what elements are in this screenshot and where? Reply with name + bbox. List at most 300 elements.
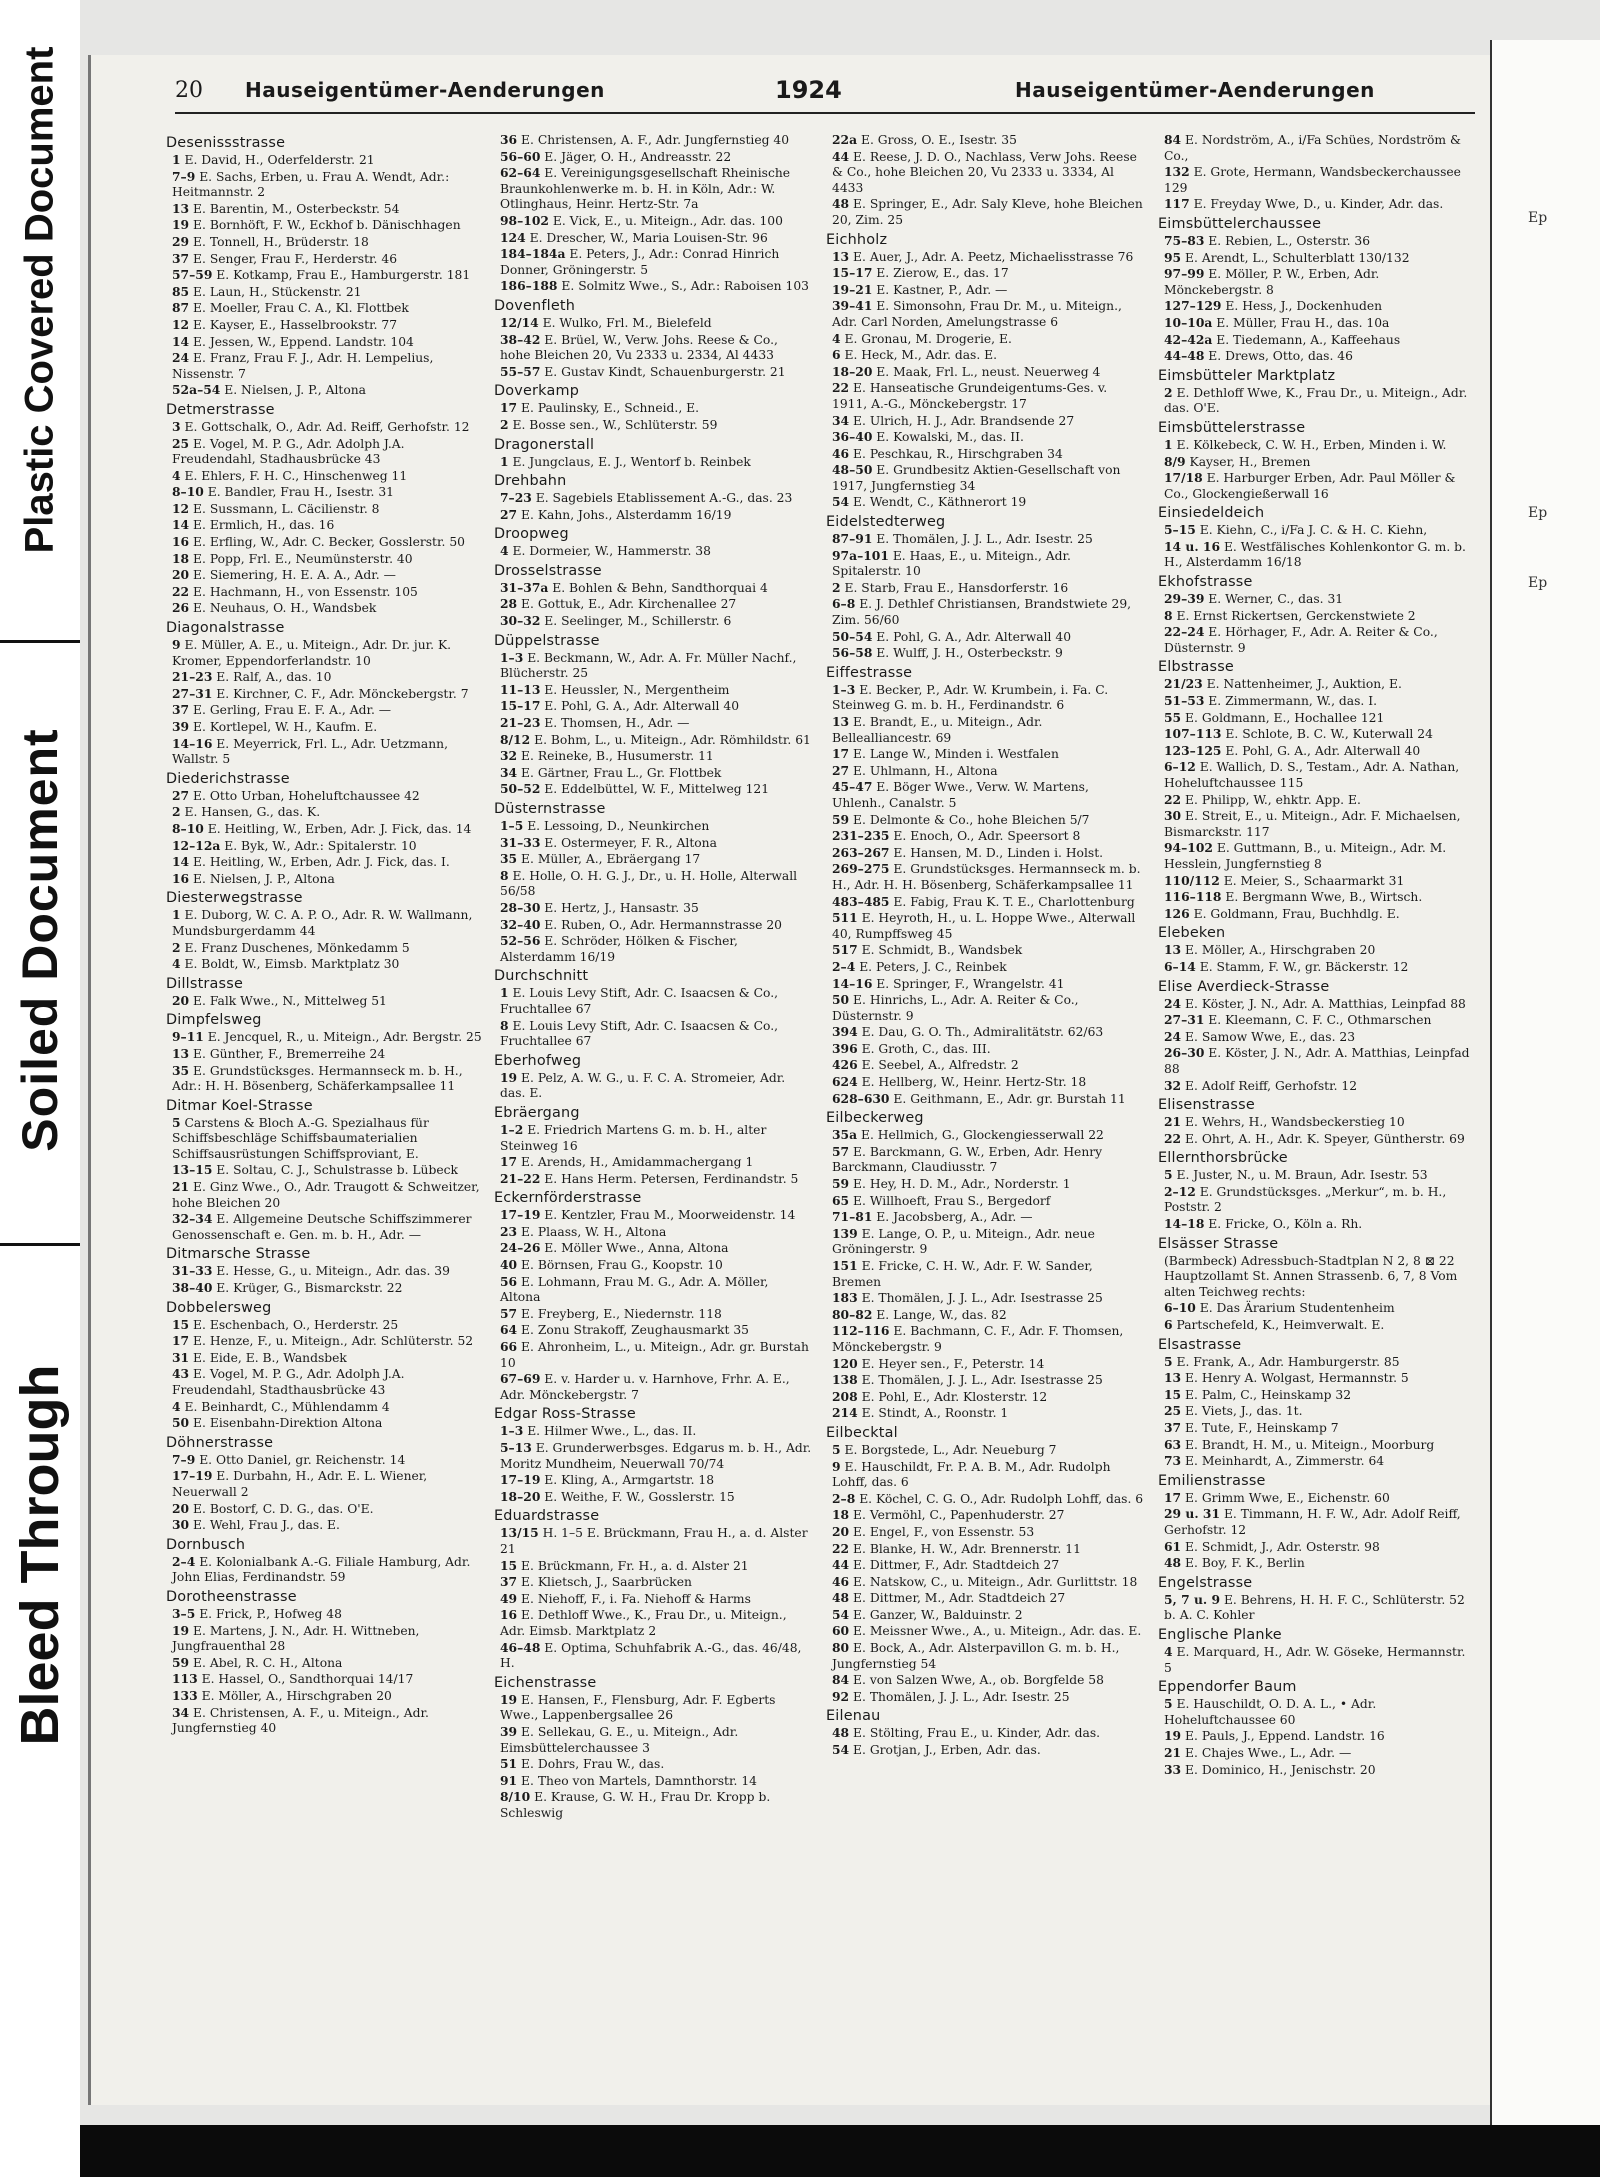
owner-text: E. Grotjan, J., Erben, Adr. das.: [853, 1743, 1041, 1758]
directory-entry: [1158, 1078, 1476, 1095]
owner-text: E. Günther, F., Bremerreihe 24: [193, 1046, 386, 1061]
directory-entry: [826, 1356, 1144, 1373]
house-number: 34: [500, 764, 518, 780]
house-number: 269–275: [832, 861, 890, 877]
street-heading: Eiffestrasse: [826, 664, 913, 681]
directory-entry: [1158, 726, 1476, 743]
owner-text: E. Gottschalk, O., Adr. Ad. Reiff, Gerhofstr. 12: [184, 419, 470, 434]
owner-text: E. Heyroth, H., u. L. Hoppe Wwe., Alterwall 40, Rumpffsweg 45: [832, 911, 1136, 941]
owner-text: E. Brückmann, Fr. H., a. d. Alster 21: [521, 1558, 749, 1573]
owner-text: E. Gerling, Frau E. F. A., Adr. —: [193, 703, 392, 718]
directory-entry: [1158, 906, 1476, 923]
owner-text: E. Otto Daniel, gr. Reichenstr. 14: [199, 1452, 406, 1467]
running-title-left: Hauseigentümer-Aenderungen: [245, 78, 605, 102]
directory-entry: [826, 845, 1144, 862]
owner-text: E. Freyday Wwe, D., u. Kinder, Adr. das.: [1193, 197, 1444, 212]
owner-text: E. Börnsen, Frau G., Koopstr. 10: [521, 1258, 723, 1273]
owner-text: E. Pohl, G. A., Adr. Alterwall 40: [876, 629, 1072, 644]
directory-entry: [826, 1672, 1144, 1689]
owner-text: E. Hans Herm. Petersen, Ferdinandstr. 5: [544, 1171, 799, 1186]
owner-text: E. Marquard, H., Adr. W. Göseke, Hermannstr. 5: [1164, 1644, 1466, 1675]
house-number: 30: [1164, 808, 1182, 824]
house-number: 31: [172, 1349, 190, 1365]
directory-entry: [826, 1193, 1144, 1210]
owner-text: E. Jencquel, R., u. Miteign., Adr. Bergstr. 25: [207, 1030, 482, 1045]
house-number: 14–18: [1164, 1216, 1205, 1232]
directory-entry: [166, 854, 484, 871]
directory-entry: [166, 1415, 484, 1432]
house-number: 34: [832, 412, 850, 428]
owner-text: E. Wehrs, H., Wandsbeckerstieg 10: [1185, 1115, 1405, 1130]
house-number: 123–125: [1164, 742, 1222, 758]
directory-entry: [166, 567, 484, 584]
directory-entry: [826, 364, 1144, 381]
house-number: 2: [172, 804, 181, 820]
adjacent-page-edge: [1490, 40, 1600, 2130]
owner-text: E. Reineke, B., Husumerstr. 11: [521, 749, 714, 764]
house-number: 4: [172, 1398, 181, 1414]
house-number: 14: [172, 517, 190, 533]
house-number: 37: [172, 702, 190, 718]
house-number: 2–4: [832, 958, 856, 974]
owner-text: E. Thomsen, H., Adr. —: [544, 716, 690, 731]
owner-text: E. Blanke, H. W., Adr. Brennerstr. 11: [853, 1541, 1081, 1556]
house-number: 22–24: [1164, 624, 1205, 640]
owner-text: E. Peters, J. C., Reinbek: [859, 959, 1007, 974]
directory-entry: [166, 940, 484, 957]
owner-text: E. Eddelbüttel, W. F., Mittelweg 121: [544, 782, 770, 797]
house-number: 57–59: [172, 267, 213, 283]
house-number: 14: [172, 854, 190, 870]
directory-entry: [826, 282, 1144, 299]
directory-entry: [166, 551, 484, 568]
house-number: 37: [500, 1574, 518, 1590]
street-heading: Dragonerstall: [494, 436, 595, 453]
owner-text: H. 1–5 E. Brückmann, Frau H., a. d. Alster 21: [500, 1526, 808, 1556]
scanned-page: [80, 0, 1600, 2177]
owner-text: E. Wendt, C., Käthnerort 19: [853, 495, 1027, 510]
street-heading: Ebräergang: [494, 1104, 580, 1121]
directory-entry: [1158, 1167, 1476, 1184]
owner-text: E. Zimmermann, W., das. I.: [1208, 694, 1378, 709]
owner-text: E. Abel, R. C. H., Altona: [193, 1655, 343, 1670]
directory-entry: [1158, 1420, 1476, 1437]
house-number: 5: [832, 1441, 841, 1457]
house-number: 49: [500, 1590, 518, 1606]
street-heading: Dimpfelsweg: [166, 1012, 262, 1029]
street-heading: Elsastrasse: [1158, 1336, 1242, 1353]
house-number: 5, 7 u. 9: [1164, 1591, 1221, 1607]
house-number: 97a–101: [832, 547, 889, 563]
owner-text: E. Thomälen, J. J. L., Adr. Isestrasse 25: [861, 1291, 1103, 1306]
directory-entry: [166, 1263, 484, 1280]
house-number: 426: [832, 1057, 858, 1073]
house-number: 57: [500, 1305, 518, 1321]
owner-text: E. Ostermeyer, F. R., Altona: [544, 835, 717, 850]
house-number: 1–3: [500, 649, 524, 665]
owner-text: E. Beinhardt, C., Mühlendamm 4: [184, 1399, 390, 1414]
house-number: 14: [172, 333, 190, 349]
house-number: 21–23: [172, 669, 213, 685]
house-number: 29: [172, 233, 190, 249]
house-number: 37: [1164, 1420, 1182, 1435]
owner-text: E. Grote, Hermann, Wandsbeckerchaussee 129: [1164, 165, 1461, 195]
directory-entry: [494, 781, 812, 798]
directory-entry: [826, 1442, 1144, 1459]
directory-entry: [494, 213, 812, 230]
house-number: 56–60: [500, 148, 541, 164]
owner-text: E. Sagebiels Etablissement A.-G., das. 23: [535, 491, 793, 506]
directory-entry: [494, 417, 812, 434]
owner-text: E. Soltau, C. J., Schulstrasse b. Lübeck: [216, 1163, 458, 1178]
owner-text: E. Auer, J., Adr. A. Peetz, Michaelisstrasse 76: [853, 249, 1134, 264]
directory-entry: [166, 702, 484, 719]
house-number: 13–15: [172, 1162, 213, 1178]
directory-entry: [1158, 298, 1476, 315]
street-heading: Elise Averdieck-Strasse: [1158, 978, 1330, 995]
house-number: 24: [1164, 1028, 1182, 1044]
directory-entry: [494, 1558, 812, 1575]
street-heading: Düppelstrasse: [494, 632, 600, 649]
house-number: 26–30: [1164, 1045, 1205, 1061]
owner-text: E. Hauschildt, Fr. P. A. B. M., Adr. Rudolph Lohff, das. 6: [832, 1459, 1111, 1490]
directory-entry: [826, 1041, 1144, 1058]
side-label-strip: [0, 0, 80, 2177]
directory-entry: [494, 1122, 812, 1154]
house-number: 65: [832, 1192, 850, 1208]
house-number: 22: [1164, 1130, 1182, 1146]
house-number: 8: [1164, 607, 1173, 623]
directory-entry: [826, 196, 1144, 228]
house-number: 4: [172, 467, 181, 483]
soiled-document-label: Soiled Document: [12, 728, 68, 1152]
directory-entry: [826, 1024, 1144, 1041]
owner-text: E. Bachmann, C. F., Adr. F. Thomsen, Mönckebergstr. 9: [832, 1324, 1124, 1354]
owner-text: E. Lange, O. P., u. Miteign., Adr. neue Gröningerstr. 9: [832, 1226, 1095, 1257]
directory-entry: [494, 246, 812, 278]
directory-entry: [494, 1257, 812, 1274]
owner-text: E. Heck, M., Adr. das. E.: [844, 348, 998, 363]
house-number: 6–12: [1164, 759, 1196, 775]
owner-text: E. Springer, F., Wrangelstr. 41: [876, 976, 1065, 991]
owner-text: E. Stindt, A., Roonstr. 1: [861, 1406, 1009, 1421]
street-heading: Ditmarsche Strasse: [166, 1246, 311, 1263]
directory-entry: [166, 1211, 484, 1243]
house-number: 27: [832, 762, 850, 778]
house-number: 51–53: [1164, 693, 1205, 709]
directory-entry: [826, 1557, 1144, 1574]
house-number: 54: [832, 1606, 850, 1622]
owner-text: E. Nordström, A., i/Fa Schües, Nordström & Co.,: [1164, 133, 1461, 163]
street-heading: Dillstrasse: [166, 975, 243, 992]
owner-text: E. Arends, H., Amidammachergang 1: [521, 1155, 754, 1170]
owner-text: E. Dominico, H., Jenischstr. 20: [1185, 1762, 1376, 1777]
house-number: 21: [1164, 1114, 1182, 1130]
directory-entry: [1158, 315, 1476, 332]
directory-entry: [1158, 385, 1476, 417]
house-number: 71–81: [832, 1209, 873, 1225]
street-heading: Einsiedeldeich: [1158, 505, 1265, 522]
house-number: 2: [500, 416, 509, 432]
house-number: 110/112: [1164, 872, 1220, 888]
column: [166, 132, 484, 2082]
house-number: 22: [832, 1540, 850, 1556]
owner-text: E. Bosse sen., W., Schlüterstr. 59: [512, 417, 718, 432]
owner-text: E. Kleemann, C. F. C., Othmarschen: [1208, 1013, 1432, 1028]
house-number: 5: [172, 1114, 181, 1130]
house-number: 8/12: [500, 731, 531, 747]
owner-text: E. Schmidt, B., Wandsbek: [861, 943, 1023, 958]
house-number: 92: [832, 1688, 850, 1704]
owner-text: E. Gottuk, E., Adr. Kirchenallee 27: [521, 597, 737, 612]
directory-entry: [826, 265, 1144, 282]
house-number: 75–83: [1164, 232, 1205, 248]
owner-text: E. Stamm, F. W., gr. Bäckerstr. 12: [1199, 959, 1409, 974]
owner-text: E. Dethloff Wwe, K., Frau Dr., u. Miteign., Adr. das. O'E.: [1164, 385, 1468, 416]
street-heading: Eberhofweg: [494, 1052, 582, 1069]
house-number: 19: [172, 1622, 190, 1638]
house-number: 4: [832, 330, 841, 346]
directory-entry: [1158, 1506, 1476, 1538]
owner-text: E. Peters, J., Adr.: Conrad Hinrich Donner, Gröningerstr. 5: [500, 247, 780, 277]
house-number: 1–2: [500, 1121, 524, 1137]
directory-entry: [1158, 1354, 1476, 1371]
house-number: 19–21: [832, 281, 873, 297]
directory-entry: [494, 1306, 812, 1323]
directory-entry: [166, 317, 484, 334]
directory-entry: [494, 132, 812, 149]
owner-text: E. Byk, W., Adr.: Spitalerstr. 10: [224, 838, 417, 853]
street-heading: Dorotheenstrasse: [166, 1588, 297, 1605]
house-number: 3: [172, 418, 181, 434]
directory-entry: [166, 419, 484, 436]
directory-entry: [1158, 1728, 1476, 1745]
owner-text: E. Niehoff, F., i. Fa. Niehoff & Harms: [521, 1591, 751, 1606]
street-heading: Edgar Ross-Strasse: [494, 1406, 636, 1423]
street-heading: Englische Planke: [1158, 1626, 1282, 1643]
directory-entry: [826, 580, 1144, 597]
house-number: 16: [500, 1607, 518, 1623]
street-heading: Detmerstrasse: [166, 401, 275, 418]
house-number: 18–20: [832, 363, 873, 379]
house-number: 132: [1164, 164, 1190, 180]
directory-entry: [1158, 1555, 1476, 1572]
directory-entry: [826, 1176, 1144, 1193]
house-number: 16: [172, 870, 190, 886]
owner-text: E. Timmann, H. F. W., Adr. Adolf Reiff, Gerhofstr. 12: [1164, 1507, 1461, 1537]
house-number: 19: [500, 1069, 518, 1085]
house-number: 46: [832, 1573, 850, 1589]
owner-text: E. Wallich, D. S., Testam., Adr. A. Nathan, Hoheluftchaussee 115: [1164, 760, 1460, 790]
street-heading: Eppendorfer Baum: [1158, 1679, 1297, 1696]
owner-text: E. Ulrich, H. J., Adr. Brandsende 27: [853, 413, 1075, 428]
directory-entry: [166, 584, 484, 601]
owner-text: E. Boldt, W., Eimsb. Marktplatz 30: [184, 957, 400, 972]
house-number: 29 u. 31: [1164, 1506, 1221, 1522]
owner-text: E. Ralf, A., das. 10: [216, 670, 332, 685]
house-number: 13: [832, 248, 850, 264]
owner-text: E. Theo von Martels, Damnthorstr. 14: [521, 1773, 757, 1788]
directory-entry: [166, 436, 484, 468]
owner-text: E. Gronau, M. Drogerie, E.: [844, 331, 1012, 346]
owner-text: E. Hey, H. D. M., Adr., Norderstr. 1: [853, 1177, 1071, 1192]
house-number: 55–57: [500, 363, 541, 379]
house-number: 87–91: [832, 531, 873, 547]
directory-entry: [494, 1171, 812, 1188]
owner-text: E. Popp, Frl. E., Neumünsterstr. 40: [193, 551, 413, 566]
directory-entry: [494, 230, 812, 247]
owner-text: E. Behrens, H. H. F. C., Schlüterstr. 52 b. A. C. Kohler: [1164, 1592, 1465, 1623]
directory-entry: [826, 1507, 1144, 1524]
directory-entry: [494, 1489, 812, 1506]
owner-text: E. Sachs, Erben, u. Frau A. Wendt, Adr.: Heitmannstr. 2: [172, 169, 450, 200]
house-number: 91: [500, 1772, 518, 1788]
column: [494, 132, 812, 2082]
house-number: 2: [832, 579, 841, 595]
house-number: 35: [500, 851, 518, 867]
directory-entry: [1158, 808, 1476, 840]
owner-text: E. Durbahn, H., Adr. E. L. Wiener, Neuerwall 2: [172, 1469, 428, 1499]
directory-entry: [1158, 266, 1476, 298]
owner-text: E. Juster, N., u. M. Braun, Adr. Isestr. 53: [1176, 1168, 1428, 1183]
directory-entry: [826, 746, 1144, 763]
directory-entry: [494, 1574, 812, 1591]
owner-text: E. Wulff, J. H., Osterbeckstr. 9: [876, 646, 1063, 661]
street-heading: Ekhofstrasse: [1158, 574, 1253, 591]
house-number: 16: [172, 534, 190, 550]
owner-text: E. Bohm, L., u. Miteign., Adr. Römhildstr. 61: [534, 732, 811, 747]
house-number: 7–9: [172, 168, 196, 184]
directory-entry: [494, 165, 812, 213]
house-number: 73: [1164, 1453, 1182, 1469]
directory-entry: [826, 828, 1144, 845]
house-number: 1–3: [500, 1423, 524, 1439]
owner-text: E. Möller, A., Hirschgraben 20: [201, 1688, 392, 1703]
owner-text: E. Gustav Kindt, Schauenburgerstr. 21: [544, 364, 786, 379]
owner-text: E. Ahronheim, L., u. Miteign., Adr. gr. Burstah 10: [500, 1340, 809, 1370]
house-number: 36–40: [832, 429, 873, 445]
owner-text: E. Zonu Strakoff, Zeughausmarkt 35: [521, 1323, 749, 1338]
directory-entry: [166, 993, 484, 1010]
house-number: 3–5: [172, 1605, 196, 1621]
house-number: 9–11: [172, 1029, 204, 1045]
house-number: 8–10: [172, 484, 204, 500]
house-number: 15–17: [832, 265, 873, 281]
house-number: 10–10a: [1164, 314, 1213, 330]
directory-entry: [166, 637, 484, 669]
street-heading: Diederichstrasse: [166, 770, 290, 787]
edge-mark: Ep: [1528, 505, 1548, 521]
directory-entry: [166, 350, 484, 382]
directory-entry: [826, 1742, 1144, 1759]
owner-text: E. David, H., Oderfelderstr. 21: [184, 153, 375, 167]
directory-entry: [1158, 693, 1476, 710]
owner-text: E. Eide, E. B., Wandsbek: [193, 1350, 347, 1365]
house-number: 21: [1164, 1744, 1182, 1760]
house-number: 14–16: [172, 735, 213, 751]
house-number: 6–14: [1164, 958, 1196, 974]
owner-text: E. Weithe, F. W., Gosslerstr. 15: [544, 1489, 735, 1504]
house-number: 34: [172, 1704, 190, 1720]
owner-text: E. Louis Levy Stift, Adr. C. Isaacsen & Co., Fruchtallee 67: [500, 986, 779, 1016]
directory-entry: [1158, 1387, 1476, 1404]
house-number: 116–118: [1164, 889, 1222, 905]
house-number: 32–34: [172, 1211, 213, 1227]
directory-entry: [494, 580, 812, 597]
owner-text: E. Siemering, H. E. A. A., Adr. —: [193, 568, 396, 583]
directory-entry: [1158, 1317, 1476, 1334]
column: [1158, 132, 1476, 2082]
house-number: 263–267: [832, 844, 890, 860]
directory-entry: [826, 1689, 1144, 1706]
house-number: 12–12a: [172, 837, 221, 853]
owner-text: E. Allgemeine Deutsche Schiffszimmerer Genossenschaft e. Gen. m. b. H., Adr. —: [172, 1212, 472, 1242]
house-number: 19: [1164, 1728, 1182, 1744]
directory-entry: [166, 334, 484, 351]
directory-entry: [1158, 454, 1476, 471]
house-number: 21–23: [500, 715, 541, 731]
directory-entry: [166, 1671, 484, 1688]
owner-text: E. Paulinsky, E., Schneid., E.: [521, 401, 700, 416]
house-number: 20: [832, 1523, 850, 1539]
house-number: 18–20: [500, 1488, 541, 1504]
directory-entry: [826, 629, 1144, 646]
house-number: 35: [172, 1062, 190, 1078]
directory-entry: [826, 1307, 1144, 1324]
owner-text: E. von Salzen Wwe, A., ob. Borgfelde 58: [853, 1673, 1104, 1688]
house-number: 133: [172, 1687, 198, 1703]
owner-text: E. Kiehn, C., i/Fa J. C. & H. C. Kiehn,: [1199, 523, 1428, 538]
bleed-through-label: Bleed Through: [10, 1364, 70, 1746]
owner-text: E. Becker, P., Adr. W. Krumbein, i. Fa. C. Steinweg G. m. b. H., Ferdinandstr. 6: [832, 682, 1109, 713]
house-number: 11–13: [500, 681, 541, 697]
directory-entry: [166, 169, 484, 201]
house-number: 30: [172, 1517, 190, 1533]
owner-text: E. Heitling, W., Erben, Adr. J. Fick, das. I.: [193, 855, 450, 870]
directory-columns: [166, 132, 1482, 2082]
edge-mark: Ep: [1528, 575, 1548, 591]
directory-entry: [1158, 591, 1476, 608]
house-number: 44: [832, 148, 850, 164]
house-number: 139: [832, 1225, 858, 1241]
directory-entry: [1158, 840, 1476, 872]
owner-text: E. Kortlepel, W. H., Kaufm. E.: [193, 720, 378, 734]
owner-text: E. Ermlich, H., das. 16: [193, 518, 335, 533]
directory-entry: [494, 364, 812, 381]
directory-entry: [826, 298, 1144, 330]
owner-text: E. Wehl, Frau J., das. E.: [193, 1518, 340, 1533]
directory-entry: [494, 698, 812, 715]
directory-entry: [166, 501, 484, 518]
house-number: 67–69: [500, 1371, 541, 1387]
directory-entry: [826, 992, 1144, 1024]
house-number: 1–5: [500, 818, 524, 833]
owner-text: E. Ginz Wwe., O., Adr. Traugott & Schweitzer, hohe Bleichen 20: [172, 1180, 480, 1210]
directory-entry: [1158, 889, 1476, 906]
house-number: 8: [500, 1017, 509, 1033]
owner-text: E. Jessen, W., Eppend. Landstr. 104: [193, 334, 414, 349]
directory-entry: [826, 861, 1144, 893]
house-number: 22: [832, 380, 850, 396]
directory-entry: [826, 1290, 1144, 1307]
directory-entry: [166, 1705, 484, 1737]
owner-text: E. Hanseatische Grundeigentums-Ges. v. 1911, A.-G., Mönckebergstr. 17: [832, 381, 1108, 411]
street-heading: Düsternstrasse: [494, 801, 606, 817]
owner-text: E. Thomälen, J. J. L., Adr. Isestr. 25: [876, 532, 1093, 547]
directory-entry: [166, 1317, 484, 1334]
house-number: 48: [832, 1590, 850, 1606]
owner-text: E. Kolonialbank A.-G. Filiale Hamburg, Adr. John Elias, Ferdinandstr. 59: [172, 1554, 471, 1585]
